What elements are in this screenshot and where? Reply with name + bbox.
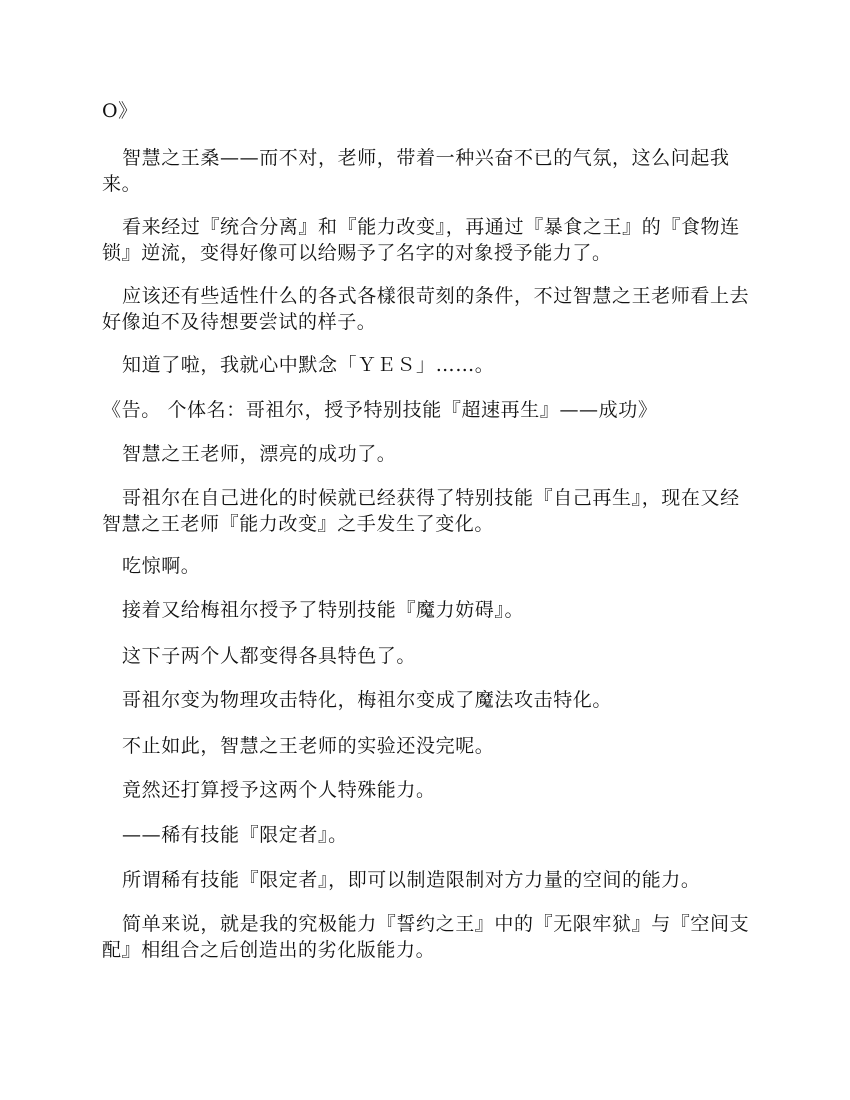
paragraph: 智慧之王桑——而不对，老师，带着一种兴奋不已的气氛，这么问起我来。 bbox=[102, 147, 730, 195]
paragraph-fragment: O》 bbox=[102, 100, 138, 122]
paragraph: 哥祖尔变为物理攻击特化，梅祖尔变成了魔法攻击特化。 bbox=[122, 689, 613, 711]
paragraph: 智慧之王老师，漂亮的成功了。 bbox=[122, 443, 397, 465]
system-message: 《告。 个体名：哥祖尔，授予特别技能『超速再生』——成功》 bbox=[102, 399, 658, 421]
paragraph: 所谓稀有技能『限定者』，即可以制造限制对方力量的空间的能力。 bbox=[122, 869, 701, 891]
paragraph: ——稀有技能『限定者』。 bbox=[122, 824, 348, 846]
paragraph: 这下子两个人都变得各具特色了。 bbox=[122, 645, 417, 667]
paragraph: 竟然还打算授予这两个人特殊能力。 bbox=[122, 779, 436, 801]
paragraph: 简单来说，就是我的究极能力『誓约之王』中的『无限牢狱』与『空间支配』相组合之后创造出的劣化版能力。 bbox=[102, 913, 750, 961]
paragraph: 哥祖尔在自己进化的时候就已经获得了特别技能『自己再生』，现在又经智慧之王老师『能力改变』之手发生了变化。 bbox=[102, 487, 740, 535]
paragraph: 接着又给梅祖尔授予了特别技能『魔力妨碍』。 bbox=[122, 599, 525, 621]
paragraph: 吃惊啊。 bbox=[122, 555, 201, 577]
paragraph: 不止如此，智慧之王老师的实验还没完呢。 bbox=[122, 735, 495, 757]
paragraph: 知道了啦，我就心中默念「ＹＥＳ」……。 bbox=[122, 354, 495, 376]
paragraph: 看来经过『统合分离』和『能力改变』，再通过『暴食之王』的『食物连锁』逆流，变得好像可以给赐予了名字的对象授予能力了。 bbox=[102, 216, 740, 264]
paragraph: 应该还有些适性什么的各式各樣很苛刻的条件，不过智慧之王老师看上去好像迫不及待想要尝试的样子。 bbox=[102, 285, 750, 333]
